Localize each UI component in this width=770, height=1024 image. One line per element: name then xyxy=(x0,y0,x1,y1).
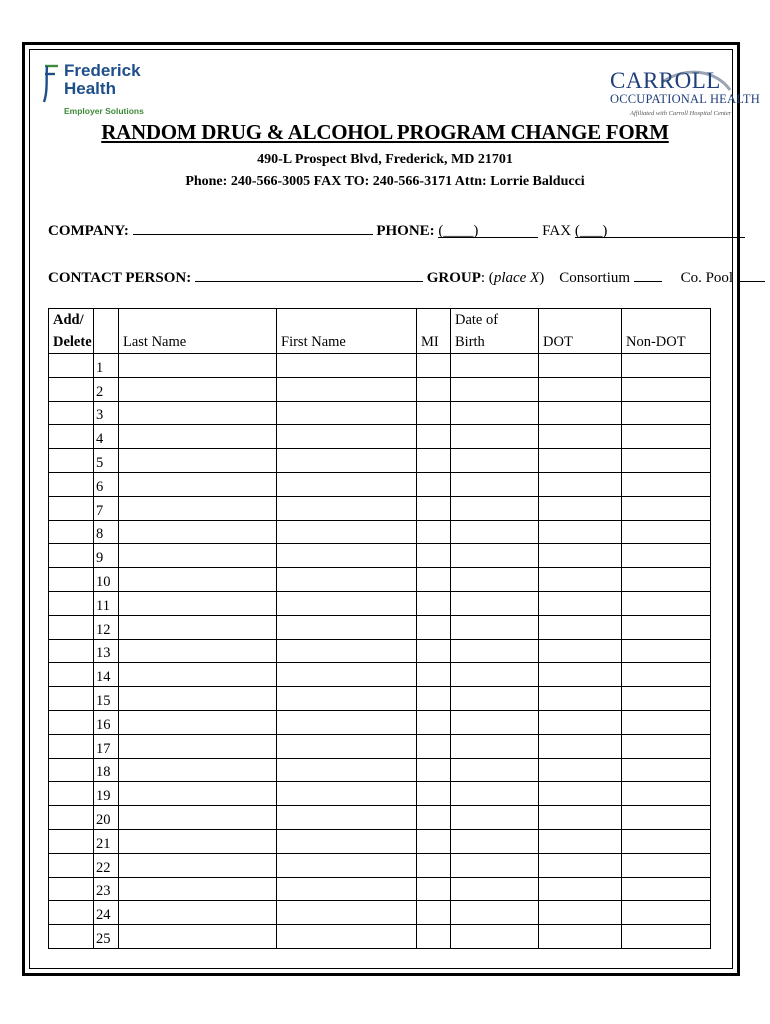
first-name-cell[interactable] xyxy=(277,687,417,711)
mi-cell[interactable] xyxy=(417,782,451,806)
header-dob-line2: Birth xyxy=(455,334,485,350)
add-delete-cell[interactable] xyxy=(49,520,94,544)
mi-cell[interactable] xyxy=(417,472,451,496)
non-dot-cell[interactable] xyxy=(622,520,711,544)
dob-cell[interactable] xyxy=(451,401,539,425)
header-dot: DOT xyxy=(539,309,622,354)
table-row xyxy=(49,472,711,496)
last-name-cell[interactable] xyxy=(119,449,277,473)
carroll-logo xyxy=(606,66,760,126)
dob-cell[interactable] xyxy=(451,425,539,449)
dot-cell[interactable] xyxy=(539,877,622,901)
dob-cell[interactable] xyxy=(451,472,539,496)
roster-body xyxy=(49,354,711,949)
form-phone-line: Phone: 240-566-3005 FAX TO: 240-566-3171 Attn: Lorrie Balducci xyxy=(185,174,585,189)
last-name-cell[interactable] xyxy=(119,591,277,615)
dob-cell[interactable] xyxy=(451,925,539,949)
add-delete-cell[interactable] xyxy=(49,925,94,949)
first-name-cell[interactable] xyxy=(277,591,417,615)
row-number: 5 xyxy=(94,449,119,473)
add-delete-cell[interactable] xyxy=(49,377,94,401)
mi-cell[interactable] xyxy=(417,853,451,877)
add-delete-cell[interactable] xyxy=(49,472,94,496)
mi-cell[interactable] xyxy=(417,401,451,425)
mi-cell[interactable] xyxy=(417,425,451,449)
first-name-cell[interactable] xyxy=(277,401,417,425)
contact-person-field[interactable] xyxy=(195,267,423,282)
row-number: 11 xyxy=(94,591,119,615)
table-row xyxy=(49,853,711,877)
row-number: 10 xyxy=(94,568,119,592)
row-number: 24 xyxy=(94,901,119,925)
non-dot-cell[interactable] xyxy=(622,829,711,853)
mi-cell[interactable] xyxy=(417,663,451,687)
last-name-cell[interactable] xyxy=(119,354,277,378)
dob-cell[interactable] xyxy=(451,853,539,877)
mi-cell[interactable] xyxy=(417,639,451,663)
row-number: 13 xyxy=(94,639,119,663)
non-dot-cell[interactable] xyxy=(622,591,711,615)
last-name-cell[interactable] xyxy=(119,472,277,496)
add-delete-cell[interactable] xyxy=(49,401,94,425)
first-name-cell[interactable] xyxy=(277,354,417,378)
add-delete-cell[interactable] xyxy=(49,734,94,758)
row-number: 9 xyxy=(94,544,119,568)
dob-cell[interactable] xyxy=(451,663,539,687)
non-dot-cell[interactable] xyxy=(622,663,711,687)
first-name-cell[interactable] xyxy=(277,663,417,687)
non-dot-cell[interactable] xyxy=(622,496,711,520)
mi-cell[interactable] xyxy=(417,354,451,378)
dot-cell[interactable] xyxy=(539,449,622,473)
mi-cell[interactable] xyxy=(417,591,451,615)
dot-cell[interactable] xyxy=(539,901,622,925)
header-add-delete-line1: Add/ xyxy=(53,312,84,328)
dot-cell[interactable] xyxy=(539,782,622,806)
carroll-affiliation: Affiliated with Carroll Hospital Center xyxy=(630,110,732,117)
table-row xyxy=(49,758,711,782)
dot-cell[interactable] xyxy=(539,734,622,758)
dot-cell[interactable] xyxy=(539,663,622,687)
non-dot-cell[interactable] xyxy=(622,377,711,401)
non-dot-cell[interactable] xyxy=(622,710,711,734)
row-number: 17 xyxy=(94,734,119,758)
last-name-cell[interactable] xyxy=(119,782,277,806)
table-row xyxy=(49,782,711,806)
row-number: 2 xyxy=(94,377,119,401)
row-number: 4 xyxy=(94,425,119,449)
non-dot-cell[interactable] xyxy=(622,615,711,639)
phone-label: PHONE: xyxy=(376,223,435,239)
table-row xyxy=(49,425,711,449)
add-delete-cell[interactable] xyxy=(49,639,94,663)
non-dot-cell[interactable] xyxy=(622,568,711,592)
mi-cell[interactable] xyxy=(417,615,451,639)
first-name-cell[interactable] xyxy=(277,449,417,473)
last-name-cell[interactable] xyxy=(119,853,277,877)
first-name-cell[interactable] xyxy=(277,472,417,496)
dot-cell[interactable] xyxy=(539,377,622,401)
dot-cell[interactable] xyxy=(539,758,622,782)
non-dot-cell[interactable] xyxy=(622,734,711,758)
frederick-health-line1: Frederick xyxy=(64,61,141,80)
contact-row xyxy=(48,267,765,287)
header-dob-line1: Date of xyxy=(455,312,499,328)
dot-cell[interactable] xyxy=(539,520,622,544)
dob-cell[interactable] xyxy=(451,591,539,615)
last-name-cell[interactable] xyxy=(119,710,277,734)
row-number: 6 xyxy=(94,472,119,496)
add-delete-cell[interactable] xyxy=(49,591,94,615)
group-hint: place X xyxy=(493,270,540,286)
employee-roster-table xyxy=(48,308,711,949)
header-last-name: Last Name xyxy=(119,309,277,354)
table-row xyxy=(49,901,711,925)
dob-cell[interactable] xyxy=(451,710,539,734)
table-row xyxy=(49,377,711,401)
dot-cell[interactable] xyxy=(539,425,622,449)
add-delete-cell[interactable] xyxy=(49,568,94,592)
non-dot-cell[interactable] xyxy=(622,901,711,925)
non-dot-cell[interactable] xyxy=(622,425,711,449)
fax-label: FAX xyxy=(542,223,572,239)
first-name-cell[interactable] xyxy=(277,901,417,925)
dot-cell[interactable] xyxy=(539,354,622,378)
add-delete-cell[interactable] xyxy=(49,687,94,711)
dot-cell[interactable] xyxy=(539,615,622,639)
header-non-dot: Non-DOT xyxy=(622,309,711,354)
first-name-cell[interactable] xyxy=(277,568,417,592)
form-title: RANDOM DRUG & ALCOHOL PROGRAM CHANGE FORM xyxy=(101,120,669,144)
last-name-cell[interactable] xyxy=(119,401,277,425)
group-label: GROUP xyxy=(426,270,481,286)
mi-cell[interactable] xyxy=(417,568,451,592)
consortium-label: Consortium xyxy=(559,270,631,286)
row-number: 19 xyxy=(94,782,119,806)
last-name-cell[interactable] xyxy=(119,615,277,639)
dot-cell[interactable] xyxy=(539,806,622,830)
group-hint-prefix: : ( xyxy=(480,270,494,286)
dob-cell[interactable] xyxy=(451,829,539,853)
copool-field[interactable] xyxy=(737,267,765,282)
contact-person-label: CONTACT PERSON: xyxy=(48,270,192,286)
consortium-field[interactable] xyxy=(634,267,662,282)
add-delete-cell[interactable] xyxy=(49,758,94,782)
company-row xyxy=(48,220,745,240)
dob-cell[interactable] xyxy=(451,734,539,758)
dob-cell[interactable] xyxy=(451,568,539,592)
frederick-health-logo xyxy=(42,62,152,124)
table-row xyxy=(49,710,711,734)
dob-cell[interactable] xyxy=(451,901,539,925)
last-name-cell[interactable] xyxy=(119,496,277,520)
non-dot-cell[interactable] xyxy=(622,449,711,473)
last-name-cell[interactable] xyxy=(119,639,277,663)
first-name-cell[interactable] xyxy=(277,782,417,806)
first-name-cell[interactable] xyxy=(277,615,417,639)
fax-field[interactable] xyxy=(575,223,745,238)
add-delete-cell[interactable] xyxy=(49,544,94,568)
add-delete-cell[interactable] xyxy=(49,354,94,378)
last-name-cell[interactable] xyxy=(119,687,277,711)
add-delete-cell[interactable] xyxy=(49,425,94,449)
company-label: COMPANY: xyxy=(48,223,129,239)
last-name-cell[interactable] xyxy=(119,806,277,830)
copool-label: Co. Pool xyxy=(680,270,734,286)
last-name-cell[interactable] xyxy=(119,734,277,758)
mi-cell[interactable] xyxy=(417,377,451,401)
form-address: 490-L Prospect Blvd, Frederick, MD 21701 xyxy=(257,152,513,167)
dot-cell[interactable] xyxy=(539,472,622,496)
row-number: 22 xyxy=(94,853,119,877)
table-row xyxy=(49,401,711,425)
non-dot-cell[interactable] xyxy=(622,782,711,806)
dot-cell[interactable] xyxy=(539,687,622,711)
row-number: 1 xyxy=(94,354,119,378)
add-delete-cell[interactable] xyxy=(49,615,94,639)
row-number: 12 xyxy=(94,615,119,639)
group-hint-suffix: ) xyxy=(539,270,545,286)
table-row xyxy=(49,663,711,687)
dot-cell[interactable] xyxy=(539,639,622,663)
row-number: 25 xyxy=(94,925,119,949)
header-row-number xyxy=(94,309,119,354)
last-name-cell[interactable] xyxy=(119,425,277,449)
row-number: 14 xyxy=(94,663,119,687)
add-delete-cell[interactable] xyxy=(49,806,94,830)
non-dot-cell[interactable] xyxy=(622,401,711,425)
dob-cell[interactable] xyxy=(451,615,539,639)
dot-cell[interactable] xyxy=(539,710,622,734)
last-name-cell[interactable] xyxy=(119,520,277,544)
last-name-cell[interactable] xyxy=(119,901,277,925)
non-dot-cell[interactable] xyxy=(622,853,711,877)
table-header-row xyxy=(49,309,711,354)
add-delete-cell[interactable] xyxy=(49,449,94,473)
table-row xyxy=(49,591,711,615)
first-name-cell[interactable] xyxy=(277,829,417,853)
table-row xyxy=(49,449,711,473)
first-name-cell[interactable] xyxy=(277,377,417,401)
non-dot-cell[interactable] xyxy=(622,544,711,568)
first-name-cell[interactable] xyxy=(277,639,417,663)
dot-cell[interactable] xyxy=(539,829,622,853)
non-dot-cell[interactable] xyxy=(622,472,711,496)
table-row xyxy=(49,496,711,520)
table-row xyxy=(49,544,711,568)
add-delete-cell[interactable] xyxy=(49,901,94,925)
dob-cell[interactable] xyxy=(451,520,539,544)
first-name-cell[interactable] xyxy=(277,853,417,877)
table-row xyxy=(49,806,711,830)
table-row xyxy=(49,520,711,544)
non-dot-cell[interactable] xyxy=(622,758,711,782)
header-date-of-birth xyxy=(451,309,539,354)
frederick-health-line2: Health xyxy=(64,79,116,98)
first-name-cell[interactable] xyxy=(277,925,417,949)
header-add-delete-line2: Delete xyxy=(53,334,92,350)
mi-cell[interactable] xyxy=(417,496,451,520)
first-name-cell[interactable] xyxy=(277,496,417,520)
add-delete-cell[interactable] xyxy=(49,710,94,734)
fax-paren: (___) xyxy=(574,223,608,239)
dob-cell[interactable] xyxy=(451,544,539,568)
mi-cell[interactable] xyxy=(417,520,451,544)
table-row xyxy=(49,829,711,853)
dob-cell[interactable] xyxy=(451,354,539,378)
non-dot-cell[interactable] xyxy=(622,925,711,949)
mi-cell[interactable] xyxy=(417,687,451,711)
table-row xyxy=(49,615,711,639)
dot-cell[interactable] xyxy=(539,401,622,425)
first-name-cell[interactable] xyxy=(277,877,417,901)
row-number: 16 xyxy=(94,710,119,734)
dot-cell[interactable] xyxy=(539,853,622,877)
first-name-cell[interactable] xyxy=(277,806,417,830)
last-name-cell[interactable] xyxy=(119,377,277,401)
frederick-health-subtitle: Employer Solutions xyxy=(64,106,144,116)
table-row xyxy=(49,354,711,378)
table-row xyxy=(49,734,711,758)
dob-cell[interactable] xyxy=(451,758,539,782)
add-delete-cell[interactable] xyxy=(49,829,94,853)
company-field[interactable] xyxy=(133,220,373,235)
row-number: 15 xyxy=(94,687,119,711)
add-delete-cell[interactable] xyxy=(49,877,94,901)
first-name-cell[interactable] xyxy=(277,425,417,449)
mi-cell[interactable] xyxy=(417,449,451,473)
dob-cell[interactable] xyxy=(451,496,539,520)
table-row xyxy=(49,877,711,901)
dot-cell[interactable] xyxy=(539,925,622,949)
dob-cell[interactable] xyxy=(451,806,539,830)
add-delete-cell[interactable] xyxy=(49,853,94,877)
non-dot-cell[interactable] xyxy=(622,687,711,711)
mi-cell[interactable] xyxy=(417,829,451,853)
mi-cell[interactable] xyxy=(417,758,451,782)
last-name-cell[interactable] xyxy=(119,877,277,901)
row-number: 20 xyxy=(94,806,119,830)
mi-cell[interactable] xyxy=(417,925,451,949)
dot-cell[interactable] xyxy=(539,591,622,615)
row-number: 7 xyxy=(94,496,119,520)
frederick-health-name xyxy=(64,62,141,98)
non-dot-cell[interactable] xyxy=(622,639,711,663)
header-mi: MI xyxy=(417,309,451,354)
first-name-cell[interactable] xyxy=(277,544,417,568)
first-name-cell[interactable] xyxy=(277,710,417,734)
add-delete-cell[interactable] xyxy=(49,496,94,520)
carroll-occupational-health: OCCUPATIONAL HEALTH xyxy=(610,92,760,106)
mi-cell[interactable] xyxy=(417,901,451,925)
last-name-cell[interactable] xyxy=(119,758,277,782)
last-name-cell[interactable] xyxy=(119,663,277,687)
row-number: 23 xyxy=(94,877,119,901)
dob-cell[interactable] xyxy=(451,877,539,901)
row-number: 3 xyxy=(94,401,119,425)
dob-cell[interactable] xyxy=(451,449,539,473)
mi-cell[interactable] xyxy=(417,544,451,568)
table-row xyxy=(49,687,711,711)
mi-cell[interactable] xyxy=(417,877,451,901)
add-delete-cell[interactable] xyxy=(49,782,94,806)
first-name-cell[interactable] xyxy=(277,758,417,782)
mi-cell[interactable] xyxy=(417,710,451,734)
mi-cell[interactable] xyxy=(417,806,451,830)
dob-cell[interactable] xyxy=(451,639,539,663)
dob-cell[interactable] xyxy=(451,687,539,711)
dot-cell[interactable] xyxy=(539,496,622,520)
last-name-cell[interactable] xyxy=(119,568,277,592)
header-first-name: First Name xyxy=(277,309,417,354)
mi-cell[interactable] xyxy=(417,734,451,758)
header-add-delete xyxy=(49,309,94,354)
first-name-cell[interactable] xyxy=(277,520,417,544)
carroll-wordmark: CARROLL xyxy=(610,68,721,93)
row-number: 21 xyxy=(94,829,119,853)
add-delete-cell[interactable] xyxy=(49,663,94,687)
table-row xyxy=(49,639,711,663)
frederick-health-flag-icon xyxy=(42,64,60,104)
row-number: 18 xyxy=(94,758,119,782)
phone-field[interactable] xyxy=(438,223,538,238)
table-row xyxy=(49,925,711,949)
dot-cell[interactable] xyxy=(539,568,622,592)
last-name-cell[interactable] xyxy=(119,544,277,568)
non-dot-cell[interactable] xyxy=(622,877,711,901)
non-dot-cell[interactable] xyxy=(622,354,711,378)
last-name-cell[interactable] xyxy=(119,925,277,949)
dob-cell[interactable] xyxy=(451,377,539,401)
first-name-cell[interactable] xyxy=(277,734,417,758)
dob-cell[interactable] xyxy=(451,782,539,806)
last-name-cell[interactable] xyxy=(119,829,277,853)
non-dot-cell[interactable] xyxy=(622,806,711,830)
table-row xyxy=(49,568,711,592)
phone-paren: (____) xyxy=(438,223,479,239)
dot-cell[interactable] xyxy=(539,544,622,568)
row-number: 8 xyxy=(94,520,119,544)
